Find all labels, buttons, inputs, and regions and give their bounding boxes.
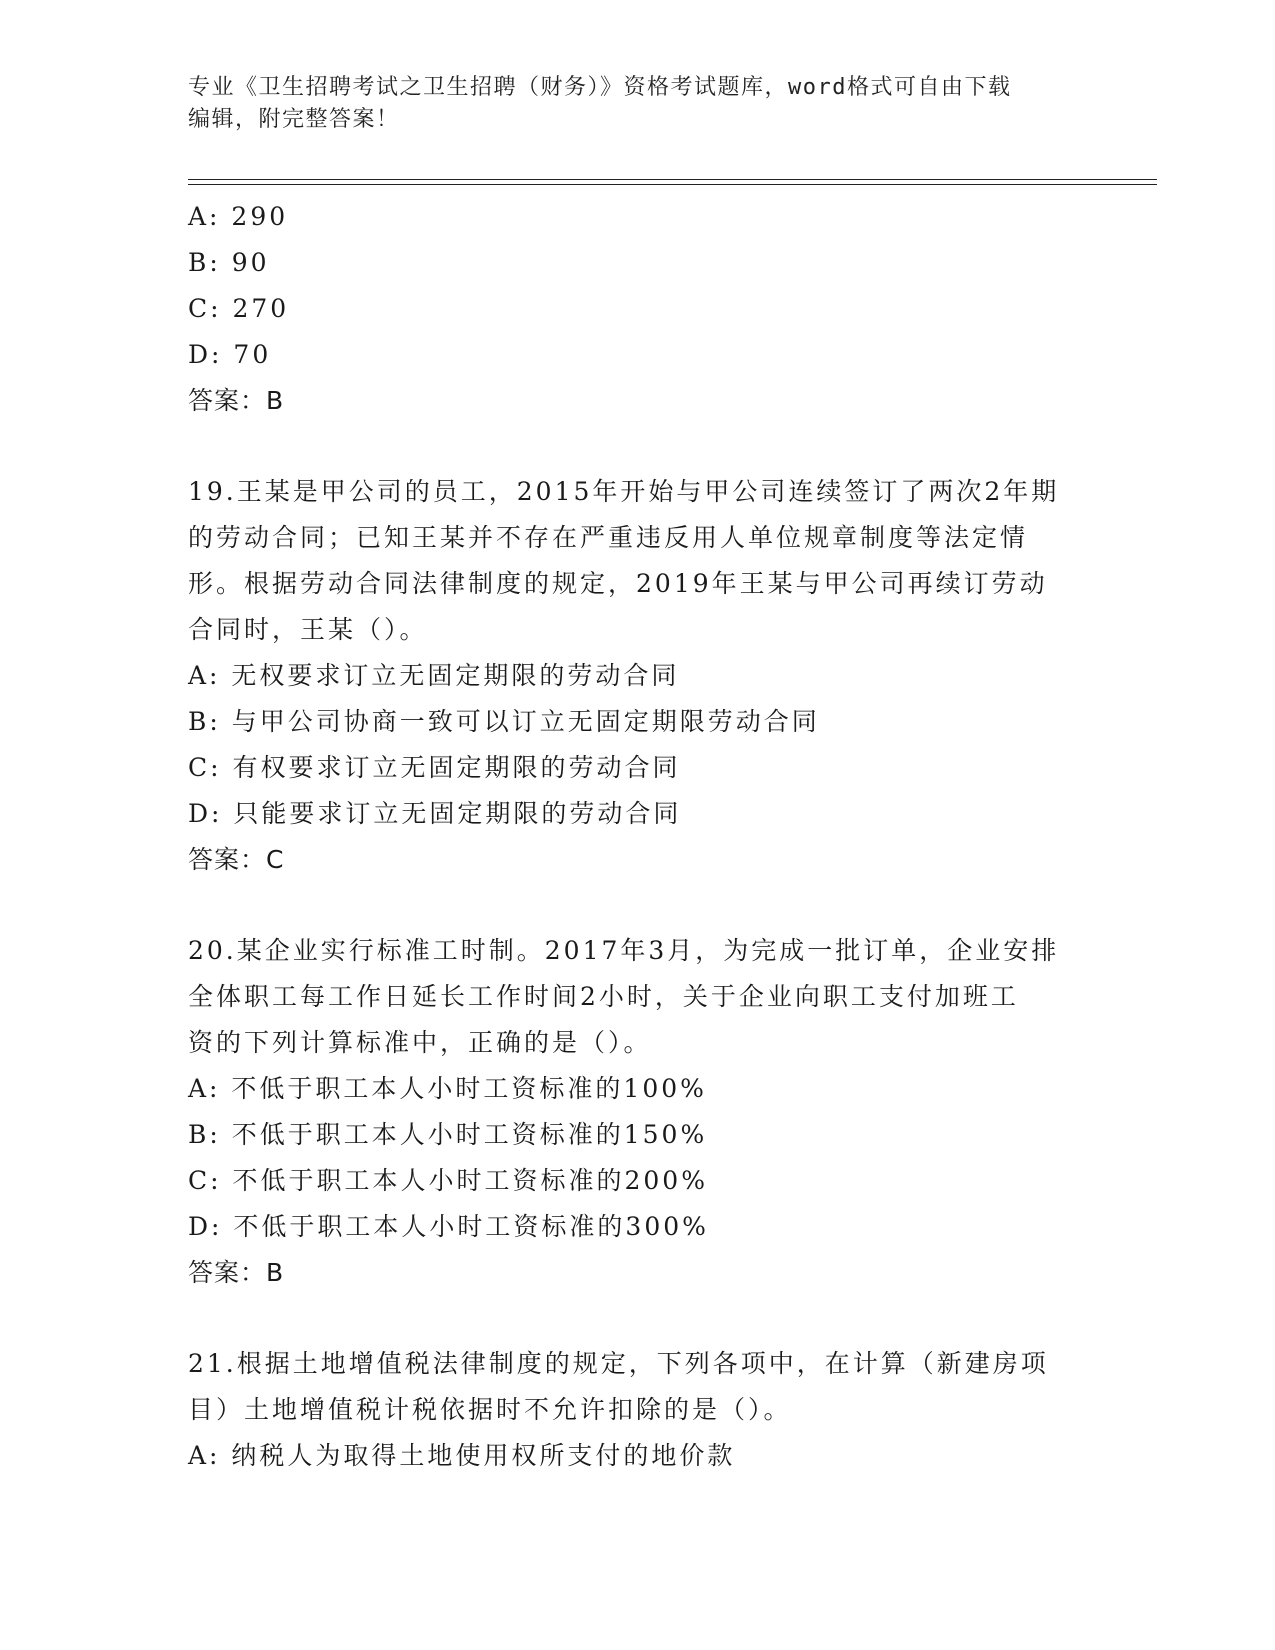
question-19-block (188, 469, 1088, 883)
answer-line: 答案：B (188, 1258, 285, 1287)
question-20-block (188, 928, 1088, 1296)
option-c: C: 270 (188, 294, 290, 323)
option-b: B: 90 (188, 248, 270, 277)
spacer (188, 1296, 1088, 1341)
option-a: A: 不低于职工本人小时工资标准的100% (188, 1074, 707, 1103)
option-a: A: 无权要求订立无固定期限的劳动合同 (188, 661, 680, 690)
question-stem-line: 形。根据劳动合同法律制度的规定，2019年王某与甲公司再续订劳动 (188, 569, 1048, 598)
option-c: C: 有权要求订立无固定期限的劳动合同 (188, 753, 681, 782)
option-a: A: 290 (188, 202, 289, 231)
question-stem-line: 21.根据土地增值税法律制度的规定，下列各项中，在计算（新建房项 (188, 1349, 1049, 1378)
question-stem-line: 合同时，王某（）。 (188, 615, 428, 644)
option-d: D: 只能要求订立无固定期限的劳动合同 (188, 799, 682, 828)
option-d: D: 70 (188, 340, 272, 369)
question-stem-line: 资的下列计算标准中，正确的是（）。 (188, 1028, 652, 1057)
question-stem-line: 20.某企业实行标准工时制。2017年3月，为完成一批订单，企业安排 (188, 936, 1060, 965)
option-a: A: 纳税人为取得土地使用权所支付的地价款 (188, 1441, 736, 1470)
header-line-2: 编辑，附完整答案！ (188, 107, 400, 132)
question-18-block (188, 194, 1088, 424)
header-divider-top (188, 179, 1157, 180)
option-d: D: 不低于职工本人小时工资标准的300% (188, 1212, 709, 1241)
header-divider-bottom (188, 184, 1157, 185)
spacer (188, 883, 1088, 928)
question-stem-line: 19.王某是甲公司的员工，2015年开始与甲公司连续签订了两次2年期 (188, 477, 1060, 506)
answer-line: 答案：B (188, 386, 285, 415)
option-b: B: 与甲公司协商一致可以订立无固定期限劳动合同 (188, 707, 820, 736)
question-stem-line: 目）土地增值税计税依据时不允许扣除的是（）。 (188, 1395, 792, 1424)
answer-line: 答案：C (188, 845, 285, 874)
question-stem-line: 全体职工每工作日延长工作时间2小时，关于企业向职工支付加班工 (188, 982, 1019, 1011)
question-21-block (188, 1341, 1088, 1479)
question-content (188, 194, 1088, 1479)
header-line-1: 专业《卫生招聘考试之卫生招聘（财务）》资格考试题库，word格式可自由下载 (188, 75, 1012, 100)
option-c: C: 不低于职工本人小时工资标准的200% (188, 1166, 708, 1195)
spacer (188, 424, 1088, 469)
document-header (188, 72, 1068, 136)
question-stem-line: 的劳动合同；已知王某并不存在严重违反用人单位规章制度等法定情 (188, 523, 1029, 552)
option-b: B: 不低于职工本人小时工资标准的150% (188, 1120, 708, 1149)
